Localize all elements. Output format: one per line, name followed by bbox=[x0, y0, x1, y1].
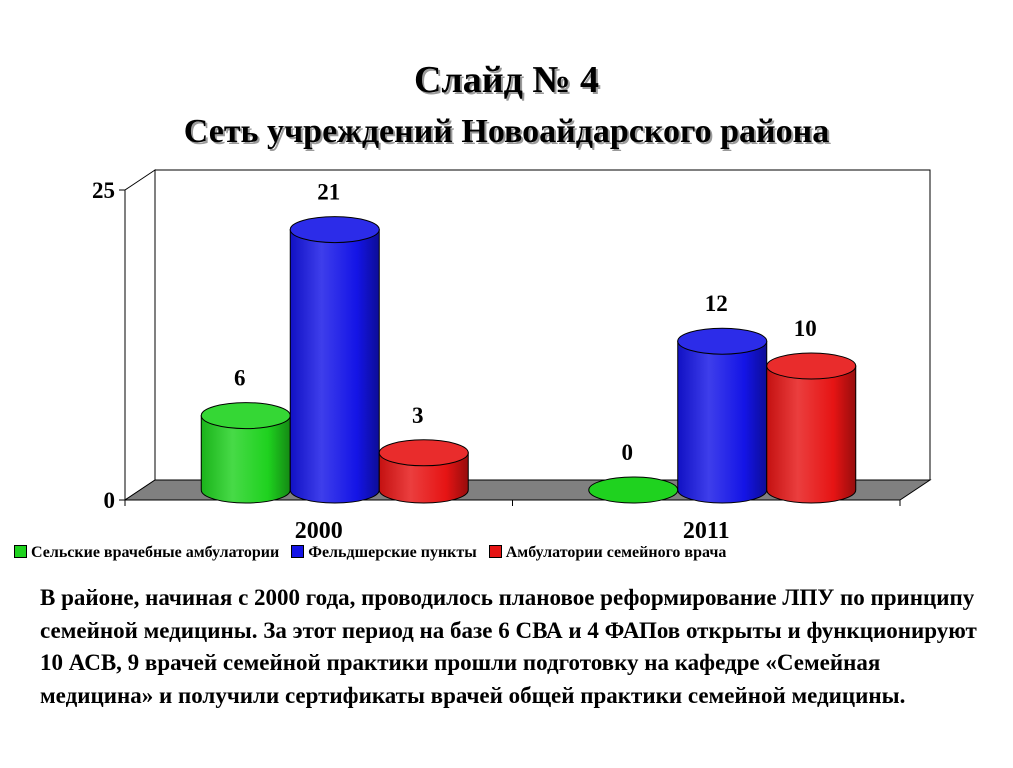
legend-item-series-2 bbox=[489, 544, 727, 562]
legend-label-series-2: Амбулатории семейного врача bbox=[505, 544, 727, 561]
bar-top bbox=[678, 328, 767, 354]
legend-item-series-1 bbox=[291, 544, 477, 562]
bar-top bbox=[201, 403, 290, 429]
bar-body bbox=[678, 341, 767, 503]
bar-value-label: 12 bbox=[704, 291, 728, 317]
bar-top bbox=[767, 353, 856, 379]
bar-value-label: 3 bbox=[412, 402, 424, 428]
bar-value-label: 10 bbox=[793, 316, 817, 341]
bar-body bbox=[767, 366, 856, 503]
x-category-label: 2000 bbox=[294, 518, 343, 544]
bar-value-label: 6 bbox=[234, 365, 246, 391]
legend-swatch-series-1 bbox=[291, 545, 304, 558]
legend-label-series-0: Сельские врачебные амбулатории bbox=[31, 544, 280, 561]
x-category-label: 2011 bbox=[682, 518, 730, 544]
y-tick-label: 0 bbox=[103, 488, 115, 513]
bar-value-label: 0 bbox=[621, 440, 633, 465]
bar-top bbox=[379, 440, 468, 466]
slide-subtitle: Сеть учреждений Новоайдарского района bbox=[183, 113, 830, 150]
bar-value-label: 21 bbox=[317, 179, 341, 205]
legend-label-series-1: Фельдшерские пункты bbox=[308, 544, 477, 561]
chart-legend bbox=[14, 544, 1004, 562]
chart-side-wall bbox=[125, 170, 155, 500]
y-tick-label: 25 bbox=[92, 178, 115, 203]
bar-top bbox=[589, 477, 678, 503]
slide-title: Слайд № 4 bbox=[413, 59, 600, 101]
slide-body-text: В районе, начиная с 2000 года, проводилось плановое реформирование ЛПУ по принципу семейной медицины. За этот период на базе 6 СВА и 4 ФАПов открыты и функционируют 10 АСВ, 9 врачей семейной практики прошли подготовку на кафедре «Семейная медицина» и получили сертификаты врачей общей практики семейной медицины. bbox=[40, 585, 977, 708]
legend-swatch-series-0 bbox=[14, 545, 27, 558]
legend-item-series-0 bbox=[14, 544, 279, 562]
bar-top bbox=[290, 217, 379, 243]
bar-body bbox=[290, 230, 379, 503]
bar-chart bbox=[0, 160, 1013, 545]
legend-swatch-series-2 bbox=[489, 545, 502, 558]
